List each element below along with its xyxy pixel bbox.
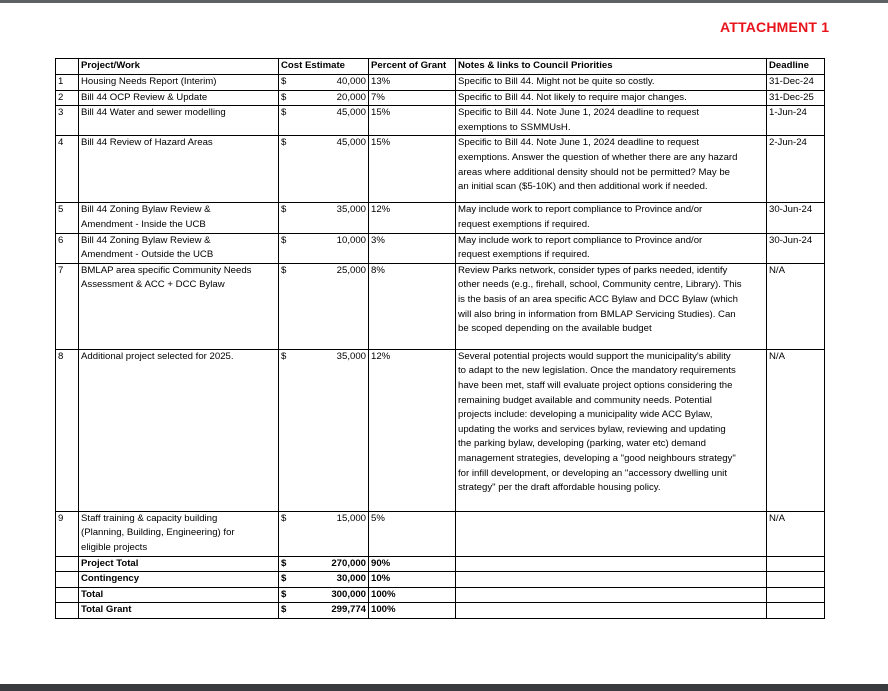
cost-estimate <box>279 106 369 136</box>
cost-estimate-value: 45,000 <box>336 137 366 149</box>
totals-row <box>56 572 825 588</box>
cost-estimate-value: 45,000 <box>336 107 366 119</box>
notes-line: projects include: developing a municipality wide ACC Bylaw, <box>458 409 713 421</box>
table-row <box>56 349 825 511</box>
totals-label: Contingency <box>79 572 279 588</box>
currency-symbol: $ <box>281 76 287 87</box>
row-number <box>56 572 79 588</box>
project-name <box>79 106 279 136</box>
notes-line: Specific to Bill 44. Not likely to require major changes. <box>458 91 687 103</box>
project-name <box>79 233 279 263</box>
notes <box>456 136 767 203</box>
notes <box>456 511 767 556</box>
row-number: 1 <box>56 75 79 91</box>
deadline: 30-Jun-24 <box>767 233 825 263</box>
currency-symbol: $ <box>281 91 287 103</box>
row-number <box>56 556 79 572</box>
project-name-line: Amendment - Outside the UCB <box>81 249 214 261</box>
notes-line: May include work to report compliance to Province and/or <box>458 234 703 246</box>
cost-estimate-value: 35,000 <box>336 204 366 216</box>
row-number: 7 <box>56 263 79 349</box>
percent-of-grant: 12% <box>369 349 456 511</box>
totals-label: Total Grant <box>79 603 279 619</box>
project-budget-table <box>55 58 825 619</box>
table-row <box>56 233 825 263</box>
percent-of-grant: 15% <box>369 106 456 136</box>
percent-of-grant: 12% <box>369 203 456 233</box>
table-row <box>56 106 825 136</box>
deadline: 1-Jun-24 <box>767 106 825 136</box>
project-name-line: eligible projects <box>81 541 148 553</box>
project-name-line: Additional project selected for 2025. <box>81 350 234 362</box>
header-deadline: Deadline <box>767 59 825 75</box>
project-name-line: Assessment & ACC + DCC Bylaw <box>81 279 225 291</box>
notes-line: Specific to Bill 44. Note June 1, 2024 deadline to request <box>458 137 700 149</box>
notes-line: May include work to report compliance to Province and/or <box>458 204 703 216</box>
notes <box>456 106 767 136</box>
table-row <box>56 511 825 556</box>
deadline: N/A <box>767 263 825 349</box>
totals-row <box>56 587 825 603</box>
currency-symbol: $ <box>281 350 287 362</box>
notes <box>456 90 767 106</box>
header-percent: Percent of Grant <box>369 59 456 75</box>
notes-line: will also bring in information from BMLAP Servicing Studies). Can <box>458 308 736 320</box>
project-name-line: Bill 44 Water and sewer modelling <box>81 107 226 119</box>
totals-cost <box>279 587 369 603</box>
cost-estimate <box>279 136 369 203</box>
project-name-line: Housing Needs Report (Interim) <box>81 76 217 87</box>
notes-line: the parking bylaw, developing (parking, water etc) demand <box>458 438 706 450</box>
totals-cost <box>279 556 369 572</box>
cost-estimate <box>279 349 369 511</box>
deadline: N/A <box>767 349 825 511</box>
currency-symbol: $ <box>281 512 287 524</box>
cost-estimate-value: 20,000 <box>336 91 366 103</box>
currency-symbol: $ <box>281 107 287 119</box>
deadline <box>767 587 825 603</box>
percent-of-grant: 5% <box>369 511 456 556</box>
cost-estimate <box>279 263 369 349</box>
notes-line: other needs (e.g., firehall, school, Community centre, Library). This <box>458 279 742 291</box>
totals-label: Project Total <box>79 556 279 572</box>
cost-estimate <box>279 203 369 233</box>
cost-estimate <box>279 90 369 106</box>
project-name <box>79 75 279 91</box>
deadline <box>767 603 825 619</box>
table-row <box>56 203 825 233</box>
cost-estimate-value: 10,000 <box>336 234 366 246</box>
notes-line: request exemptions if required. <box>458 218 590 230</box>
project-name-line: Bill 44 Zoning Bylaw Review & <box>81 234 211 246</box>
row-number: 6 <box>56 233 79 263</box>
table-row <box>56 136 825 203</box>
project-name-line: Bill 44 OCP Review & Update <box>81 91 208 103</box>
project-name <box>79 90 279 106</box>
header-notes: Notes & links to Council Priorities <box>456 59 767 75</box>
notes <box>456 603 767 619</box>
currency-symbol: $ <box>281 137 287 149</box>
totals-percent: 90% <box>369 556 456 572</box>
notes-line: Specific to Bill 44. Might not be quite so costly. <box>458 76 655 87</box>
project-name <box>79 511 279 556</box>
currency-symbol: $ <box>281 604 287 616</box>
deadline: N/A <box>767 511 825 556</box>
project-name-line: BMLAP area specific Community Needs <box>81 264 252 276</box>
percent-of-grant: 7% <box>369 90 456 106</box>
percent-of-grant: 15% <box>369 136 456 203</box>
notes <box>456 572 767 588</box>
cost-estimate <box>279 233 369 263</box>
project-name <box>79 349 279 511</box>
row-number: 3 <box>56 106 79 136</box>
totals-cost <box>279 603 369 619</box>
notes-line: remaining budget available and community needs. Potential <box>458 394 712 406</box>
attachment-label: ATTACHMENT 1 <box>720 19 830 35</box>
totals-cost-value: 300,000 <box>331 588 366 600</box>
row-number: 4 <box>56 136 79 203</box>
table-row <box>56 90 825 106</box>
currency-symbol: $ <box>281 234 287 246</box>
notes <box>456 203 767 233</box>
percent-of-grant: 8% <box>369 263 456 349</box>
totals-cost-value: 299,774 <box>331 604 366 616</box>
header-number <box>56 59 79 75</box>
deadline: 31-Dec-24 <box>767 75 825 91</box>
project-name-line: Bill 44 Review of Hazard Areas <box>81 137 213 149</box>
notes-line: for infill development, or developing an "accessory dwelling unit <box>458 467 727 479</box>
notes-line: Specific to Bill 44. Note June 1, 2024 deadline to request <box>458 107 700 119</box>
notes-line: areas where additional density should not be permitted? May be <box>458 166 730 178</box>
cost-estimate-value: 40,000 <box>336 76 366 87</box>
row-number: 5 <box>56 203 79 233</box>
totals-cost-value: 270,000 <box>331 557 366 569</box>
cost-estimate-value: 15,000 <box>336 512 366 524</box>
deadline: 30-Jun-24 <box>767 203 825 233</box>
deadline: 31-Dec-25 <box>767 90 825 106</box>
cost-estimate <box>279 75 369 91</box>
notes-line: Several potential projects would support the municipality's ability <box>458 350 731 362</box>
table-row <box>56 263 825 349</box>
totals-percent: 100% <box>369 603 456 619</box>
notes <box>456 587 767 603</box>
project-name-line: (Planning, Building, Engineering) for <box>81 527 235 539</box>
notes-line: request exemptions if required. <box>458 249 590 261</box>
project-name-line: Amendment - Inside the UCB <box>81 218 206 230</box>
table-header-row <box>56 59 825 75</box>
notes <box>456 556 767 572</box>
project-name-line: Staff training & capacity building <box>81 512 218 524</box>
percent-of-grant: 13% <box>369 75 456 91</box>
notes <box>456 349 767 511</box>
row-number: 9 <box>56 511 79 556</box>
totals-cost <box>279 572 369 588</box>
cost-estimate-value: 25,000 <box>336 264 366 276</box>
notes <box>456 233 767 263</box>
row-number: 2 <box>56 90 79 106</box>
row-number <box>56 587 79 603</box>
totals-percent: 100% <box>369 587 456 603</box>
notes-line: strategy" per the draft affordable housing policy. <box>458 482 661 494</box>
notes-line: Review Parks network, consider types of parks needed, identify <box>458 264 728 276</box>
totals-cost-value: 30,000 <box>336 573 366 585</box>
project-name <box>79 263 279 349</box>
header-project: Project/Work <box>79 59 279 75</box>
bottom-toolbar-bar <box>0 684 888 691</box>
notes-line: exemptions to SSMMUsH. <box>458 121 571 133</box>
percent-of-grant: 3% <box>369 233 456 263</box>
notes-line: is the basis of an area specific ACC Bylaw and DCC Bylaw (which <box>458 293 738 305</box>
row-number: 8 <box>56 349 79 511</box>
cost-estimate-value: 35,000 <box>336 350 366 362</box>
deadline <box>767 556 825 572</box>
project-name <box>79 136 279 203</box>
notes-line: updating the works and services bylaw, reviewing and updating <box>458 423 726 435</box>
notes <box>456 263 767 349</box>
totals-label: Total <box>79 587 279 603</box>
currency-symbol: $ <box>281 573 287 585</box>
notes-line: management strategies, developing a "good neighbours strategy" <box>458 452 736 464</box>
deadline <box>767 572 825 588</box>
top-border-bar <box>0 0 888 3</box>
row-number <box>56 603 79 619</box>
currency-symbol: $ <box>281 557 287 569</box>
cost-estimate <box>279 511 369 556</box>
currency-symbol: $ <box>281 588 287 600</box>
currency-symbol: $ <box>281 204 287 216</box>
notes-line: exemptions. Answer the question of whether there are any hazard <box>458 151 738 163</box>
currency-symbol: $ <box>281 264 287 276</box>
notes <box>456 75 767 91</box>
project-name-line: Bill 44 Zoning Bylaw Review & <box>81 204 211 216</box>
notes-line: be scoped depending on the available budget <box>458 323 652 335</box>
notes-line: to adapt to the new legislation. Once the mandatory requirements <box>458 365 736 377</box>
notes-line: an initial scan ($5-10K) and then additional work if needed. <box>458 181 708 193</box>
notes-line: have been met, staff will evaluate project options considering the <box>458 379 733 391</box>
deadline: 2-Jun-24 <box>767 136 825 203</box>
totals-row <box>56 603 825 619</box>
totals-percent: 10% <box>369 572 456 588</box>
project-name <box>79 203 279 233</box>
header-cost: Cost Estimate <box>279 59 369 75</box>
totals-row <box>56 556 825 572</box>
table-row <box>56 75 825 91</box>
